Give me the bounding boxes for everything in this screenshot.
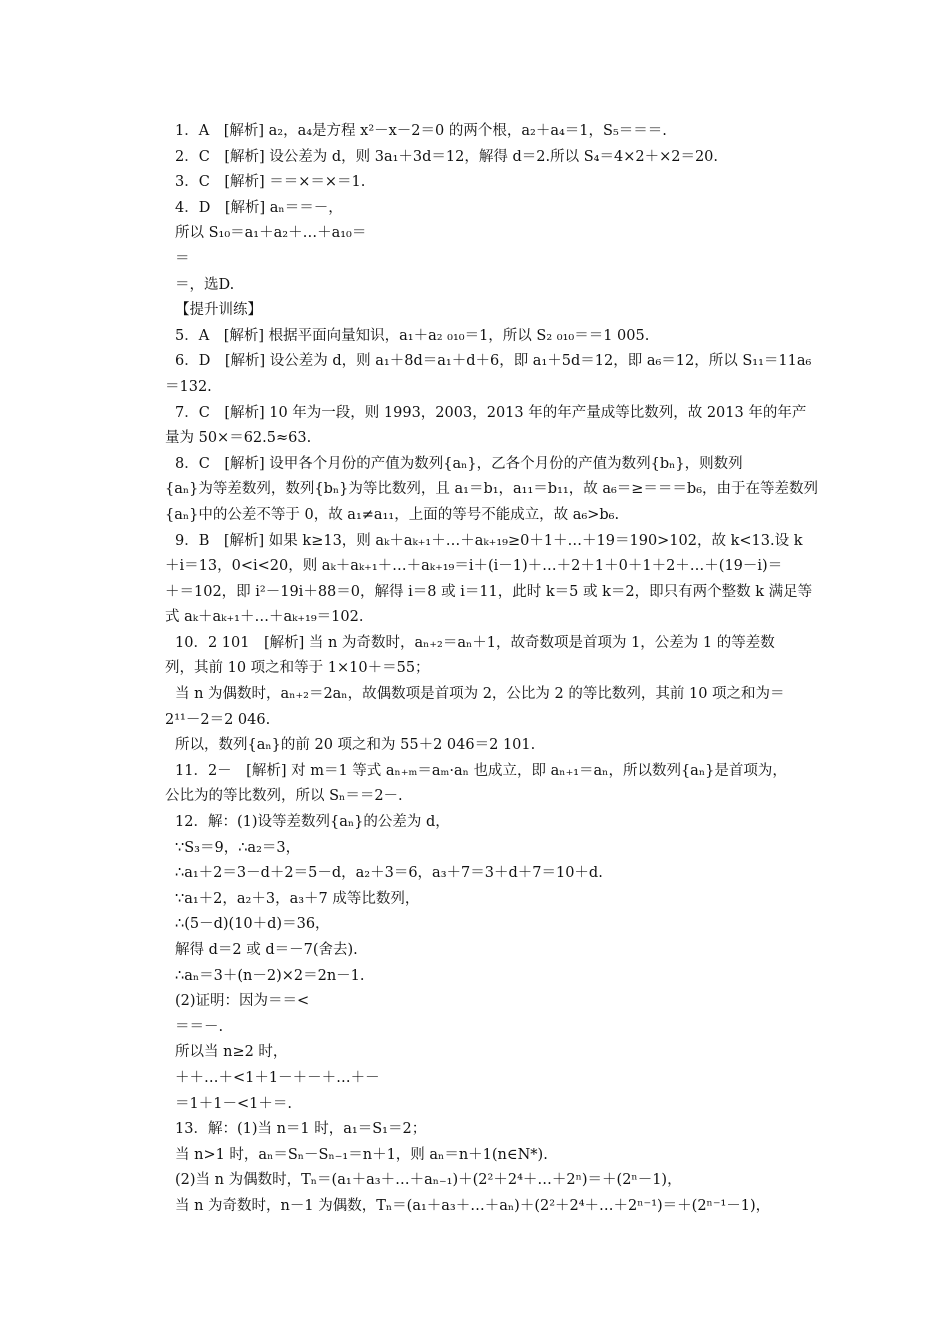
text-line: ＋＋…＋<1＋1－＋－＋…＋－ bbox=[175, 1069, 380, 1086]
text-line: ∴(5－d)(10＋d)＝36， bbox=[175, 916, 330, 933]
text-line: 10．2 101 [解析] 当 n 为奇数时，aₙ₊₂＝aₙ＋1，故奇数项是首项为 1，公差为 1 的等差数 bbox=[175, 634, 775, 651]
text-line: 9．B [解析] 如果 k≥13，则 aₖ＋aₖ₊₁＋…＋aₖ₊₁₉≥0＋1＋…＋19＝190>102，故 k<13.设 k bbox=[175, 532, 803, 549]
text-line: 2¹¹－2＝2 046. bbox=[165, 711, 271, 728]
text-line: ＝＝－. bbox=[175, 1018, 224, 1035]
text-line: 所以当 n≥2 时， bbox=[175, 1044, 288, 1061]
text-line: 13．解：(1)当 n＝1 时，a₁＝S₁＝2； bbox=[175, 1121, 427, 1138]
text-line: ＝1＋1－<1＋＝. bbox=[175, 1095, 292, 1112]
text-line: ∵S₃＝9，∴a₂＝3， bbox=[175, 839, 301, 856]
answer-document bbox=[165, 119, 825, 1220]
text-line: 11．2－ [解析] 对 m＝1 等式 aₙ₊ₘ＝aₘ·aₙ 也成立，即 aₙ₊₁＝aₙ，所以数列{aₙ}是首项为， bbox=[175, 762, 787, 779]
text-line: 5．A [解析] 根据平面向量知识，a₁＋a₂ ₀₁₀＝1，所以 S₂ ₀₁₀＝＝1 005. bbox=[175, 327, 650, 344]
text-line: (2)当 n 为偶数时，Tₙ＝(a₁＋a₃＋…＋aₙ₋₁)＋(2²＋2⁴＋…＋2ⁿ)＝＋(2ⁿ－1)， bbox=[175, 1172, 682, 1189]
text-line: (2)证明：因为＝＝< bbox=[175, 993, 310, 1010]
text-line: ＝ bbox=[175, 250, 190, 267]
text-line: 所以，数列{aₙ}的前 20 项之和为 55＋2 046＝2 101. bbox=[175, 737, 536, 754]
text-line: ＋＝102，即 i²－19i＋88＝0，解得 i＝8 或 i＝11，此时 k＝5 或 k＝2，即只有两个整数 k 满足等 bbox=[165, 583, 813, 600]
text-line: 7．C [解析] 10 年为一段，则 1993，2003，2013 年的年产量成等比数列，故 2013 年的年产 bbox=[175, 404, 807, 421]
text-line: 列，其前 10 项之和等于 1×10＋＝55； bbox=[165, 660, 430, 677]
text-line: 【提升训练】 bbox=[175, 302, 262, 319]
text-line: ＋i＝13，0<i<20，则 aₖ＋aₖ₊₁＋…＋aₖ₊₁₉＝i＋(i－1)＋…＋2＋1＋0＋1＋2＋…＋(19－i)＝ bbox=[165, 558, 783, 575]
text-line: 3．C [解析] ＝＝×＝×＝1. bbox=[175, 174, 366, 191]
text-line: 6．D [解析] 设公差为 d，则 a₁＋8d＝a₁＋d＋6，即 a₁＋5d＝12，即 a₆＝12，所以 S₁₁＝11a₆ bbox=[175, 353, 812, 370]
text-line: ∴a₁＋2＝3－d＋2＝5－d，a₂＋3＝6，a₃＋7＝3＋d＋7＝10＋d. bbox=[175, 865, 603, 882]
text-line: {aₙ}中的公差不等于 0，故 a₁≠a₁₁，上面的等号不能成立，故 a₆>b₆. bbox=[165, 506, 620, 523]
text-line: 公比为的等比数列，所以 Sₙ＝＝2－. bbox=[165, 788, 403, 805]
text-line: ＝132. bbox=[165, 378, 212, 395]
text-line: 解得 d＝2 或 d＝－7(舍去). bbox=[175, 942, 358, 958]
text-line: 当 n>1 时，aₙ＝Sₙ－Sₙ₋₁＝n＋1，则 aₙ＝n＋1(n∈N*). bbox=[175, 1146, 548, 1163]
text-line: ∴aₙ＝3＋(n－2)×2＝2n－1. bbox=[175, 967, 365, 984]
text-line: 式 aₖ＋aₖ₊₁＋…＋aₖ₊₁₉＝102. bbox=[165, 609, 364, 626]
text-line: ∵a₁＋2，a₂＋3，a₃＋7 成等比数列， bbox=[175, 890, 420, 907]
text-line: 当 n 为偶数时，aₙ₊₂＝2aₙ，故偶数项是首项为 2，公比为 2 的等比数列，其前 10 项之和为＝ bbox=[175, 686, 785, 703]
text-line: 所以 S₁₀＝a₁＋a₂＋…＋a₁₀＝ bbox=[175, 225, 367, 242]
text-line: 当 n 为奇数时，n－1 为偶数，Tₙ＝(a₁＋a₃＋…＋aₙ)＋(2²＋2⁴＋…＋2ⁿ⁻¹)＝＋(2ⁿ⁻¹－1)， bbox=[175, 1197, 771, 1214]
text-line: 4．D [解析] aₙ＝＝－， bbox=[175, 199, 343, 216]
text-line: 8．C [解析] 设甲各个月份的产值为数列{aₙ}，乙各个月份的产值为数列{bₙ}，则数列 bbox=[175, 455, 743, 472]
text-line: 量为 50×＝62.5≈63. bbox=[165, 430, 312, 447]
text-line: ＝，选D. bbox=[175, 276, 235, 293]
text-line: 12．解：(1)设等差数列{aₙ}的公差为 d， bbox=[175, 814, 450, 831]
text-line: {aₙ}为等差数列，数列{bₙ}为等比数列，且 a₁＝b₁，a₁₁＝b₁₁，故 a₆＝≥＝＝＝b₆，由于在等差数列 bbox=[165, 481, 819, 498]
text-line: 2．C [解析] 设公差为 d，则 3a₁＋3d＝12，解得 d＝2.所以 S₄＝4×2＋×2＝20. bbox=[175, 148, 718, 165]
text-line: 1．A [解析] a₂，a₄是方程 x²－x－2＝0 的两个根，a₂＋a₄＝1，S₅＝＝＝. bbox=[175, 123, 667, 139]
